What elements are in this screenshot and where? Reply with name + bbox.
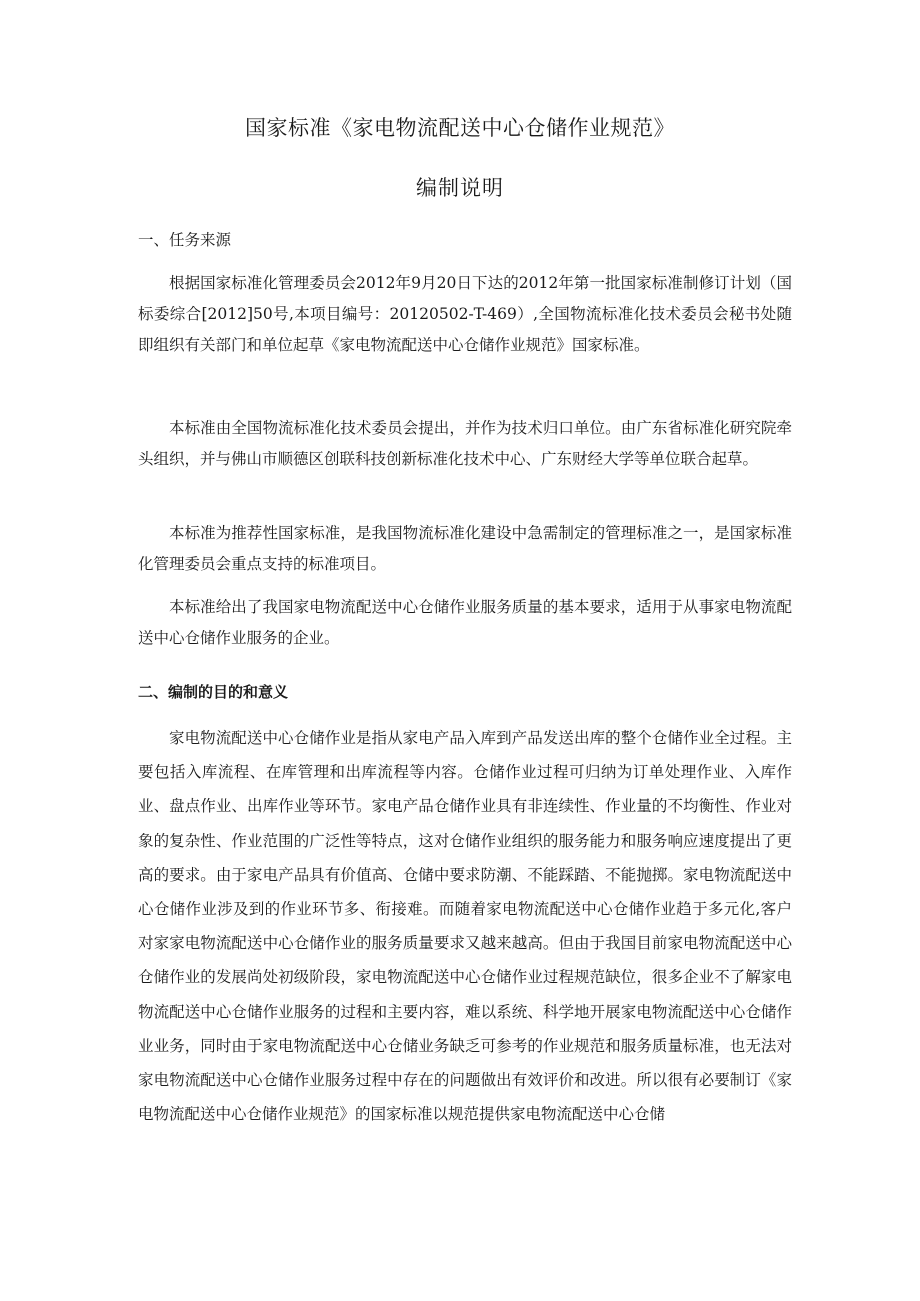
document-title: 国家标准《家电物流配送中心仓储作业规范》 xyxy=(245,116,675,140)
paragraph: 家电物流配送中心仓储作业是指从家电产品入库到产品发送出库的整个仓储作业全过程。主要包括入库流程、在库管理和出库流程等内容。仓储作业过程可归纳为订单处理作业、入库作业、盘点作业、出库作业等环节。家电产品仓储作业具有非连续性、作业量的不均衡性、作业对象的复杂性、作业范围的广泛性等特点，这对仓储作业组织的服务能力和服务响应速度提出了更高的要求。由于家电产品具有价值高、仓储中要求防潮、不能踩踏、不能抛掷。家电物流配送中心仓储作业涉及到的作业环节多、衔接难。而随着家电物流配送中心仓储作业趋于多元化,客户对家家电物流配送中心仓储作业的服务质量要求又越来越高。但由于我国目前家电物流配送中心仓储作业的发展尚处初级阶段，家电物流配送中心仓储作业过程规范缺位，很多企业不了解家电物流配送中心仓储作业服务的过程和主要内容，难以系统、科学地开展家电物流配送中心仓储作业业务，同时由于家电物流配送中心仓储业务缺乏可参考的作业规范和服务质量标准，也无法对家电物流配送中心仓储作业服务过程中存在的问题做出有效评价和改进。所以很有必要制订《家电物流配送中心仓储作业规范》的国家标准以规范提供家电物流配送中心仓储 xyxy=(138,729,792,1124)
section-heading-purpose: 二、编制的目的和意义 xyxy=(138,683,289,701)
document-subtitle: 编制说明 xyxy=(416,176,504,200)
paragraph: 本标准给出了我国家电物流配送中心仓储作业服务质量的基本要求，适用于从事家电物流配送中心仓储作业服务的企业。 xyxy=(138,598,792,647)
paragraph: 本标准由全国物流标准化技术委员会提出，并作为技术归口单位。由广东省标准化研究院牵头组织，并与佛山市顺德区创联科技创新标准化技术中心、广东财经大学等单位联合起草。 xyxy=(138,419,792,468)
section-heading-task-source: 一、任务来源 xyxy=(138,231,232,249)
paragraph: 本标准为推荐性国家标准，是我国物流标准化建设中急需制定的管理标准之一，是国家标准化管理委员会重点支持的标准项目。 xyxy=(138,524,792,573)
paragraph: 根据国家标准化管理委员会2012年9月20日下达的2012年第一批国家标准制修订计划（国标委综合[2012]50号,本项目编号：20120502-T-469）,全国物流标准化技术委员会秘书处随即组织有关部门和单位起草《家电物流配送中心仓储作业规范》国家标准。 xyxy=(138,274,792,354)
